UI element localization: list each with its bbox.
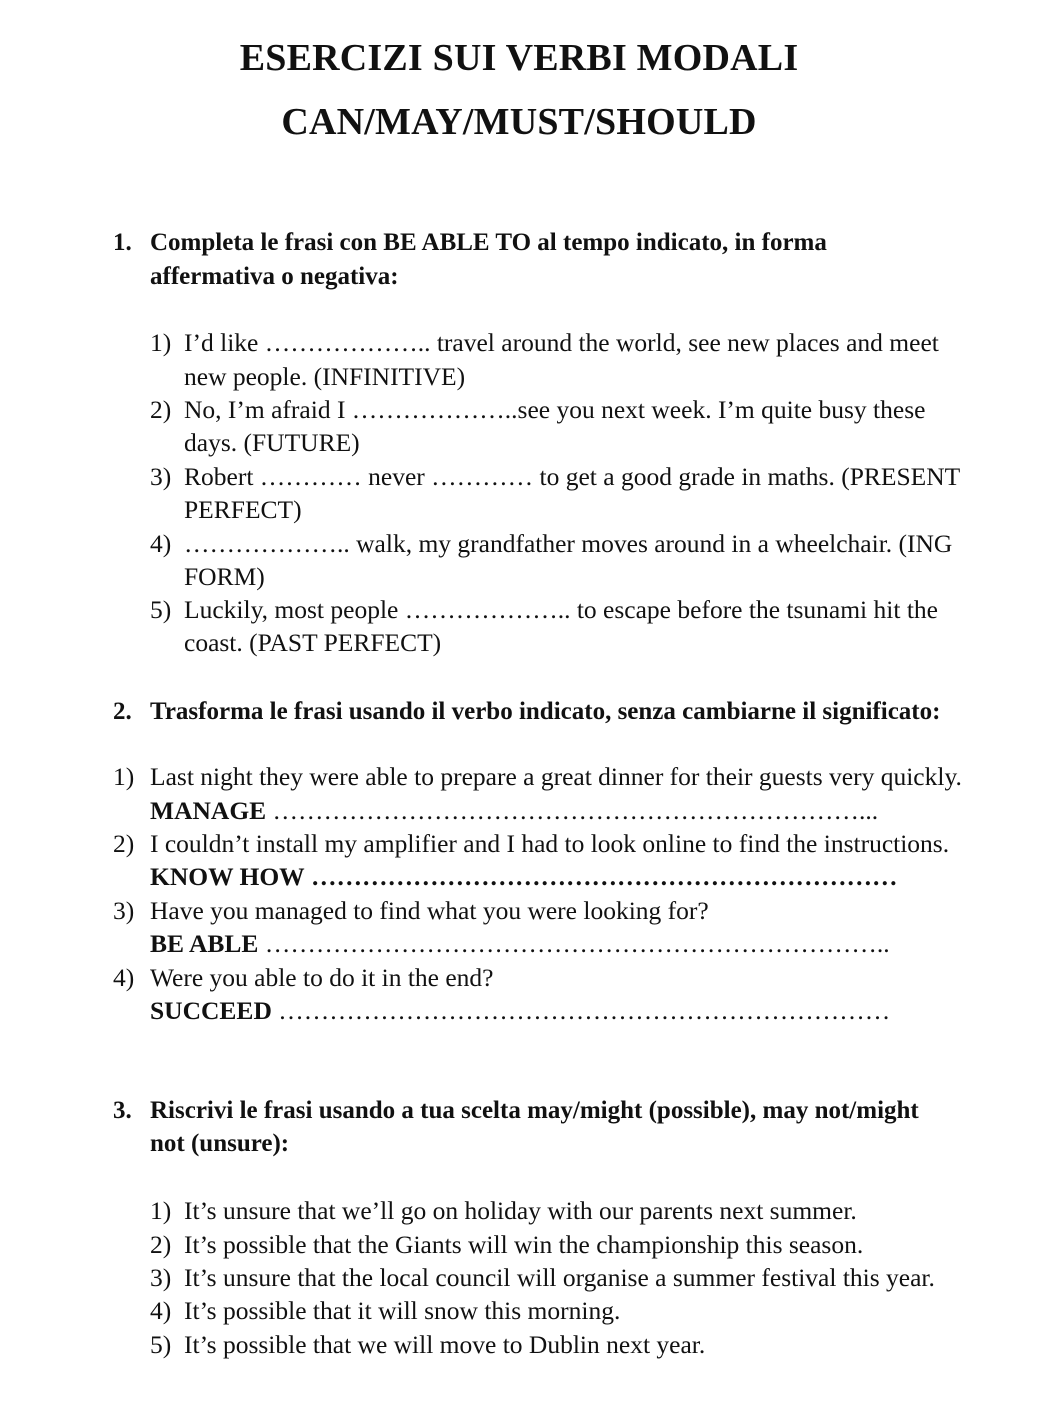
s1-item2-line1: No, I’m afraid I ………………..see you next week. I’m quite busy these: [184, 395, 926, 424]
s2-item3-keyword: BE ABLE: [150, 929, 259, 958]
s2-item1-dots: ……………………………………………………………...: [272, 796, 879, 825]
page-subtitle: CAN/MAY/MUST/SHOULD: [281, 101, 757, 143]
s3-item3-text: It’s unsure that the local council will organise a summer festival this year.: [184, 1263, 935, 1292]
s2-item2-keyword: KNOW HOW: [150, 862, 305, 891]
s2-item4-keyword: SUCCEED: [150, 996, 272, 1025]
s1-item3-line1: Robert ………… never ………… to get a good grade in maths. (PRESENT: [184, 462, 961, 491]
s1-item5-line1: Luckily, most people ……………….. to escape before the tsunami hit the: [184, 595, 938, 624]
s2-item4-dots: ………………………………………………………………: [278, 996, 891, 1025]
s1-item2-num: 2): [150, 395, 172, 424]
s3-item5-num: 5): [150, 1330, 172, 1359]
s2-item2-answer: [150, 862, 898, 892]
s2-item1-keyword: MANAGE: [150, 796, 267, 825]
s3-item4-num: 4): [150, 1296, 172, 1325]
s2-item1-num: 1): [113, 762, 135, 791]
s2-item3-dots: ………………………………………………………………..: [264, 929, 890, 958]
section2-heading: Trasforma le frasi usando il verbo indicato, senza cambiarne il significato:: [150, 698, 941, 725]
section2-number: 2.: [113, 698, 132, 725]
s1-item3-num: 3): [150, 462, 172, 491]
s3-item2-text: It’s possible that the Giants will win the championship this season.: [184, 1230, 864, 1259]
s1-item1-line1: I’d like ……………….. travel around the world, see new places and meet: [184, 328, 939, 357]
s2-item3-answer: [150, 929, 890, 959]
section1-number: 1.: [113, 229, 132, 256]
s3-item4-text: It’s possible that it will snow this morning.: [184, 1296, 621, 1325]
page-title: ESERCIZI SUI VERBI MODALI: [239, 37, 799, 79]
s2-item4-sentence: Were you able to do it in the end?: [150, 963, 494, 992]
s2-item3-sentence: Have you managed to find what you were looking for?: [150, 896, 709, 925]
section3-heading-line2: not (unsure):: [150, 1130, 290, 1157]
s2-item2-sentence: I couldn’t install my amplifier and I had to look online to find the instructions.: [150, 829, 950, 858]
s3-item1-text: It’s unsure that we’ll go on holiday with our parents next summer.: [184, 1196, 857, 1225]
s2-item4-answer: [150, 996, 890, 1026]
s3-item2-num: 2): [150, 1230, 172, 1259]
s1-item4-line1: ……………….. walk, my grandfather moves around in a wheelchair. (ING: [184, 529, 953, 558]
s2-item2-num: 2): [113, 829, 135, 858]
s3-item1-num: 1): [150, 1196, 172, 1225]
s1-item3-line2: PERFECT): [184, 495, 302, 524]
s1-item4-num: 4): [150, 529, 172, 558]
s2-item1-answer: [150, 796, 878, 826]
s2-item1-sentence: Last night they were able to prepare a great dinner for their guests very quickly.: [150, 762, 962, 791]
s2-item3-num: 3): [113, 896, 135, 925]
s3-item5-text: It’s possible that we will move to Dublin next year.: [184, 1330, 706, 1359]
s1-item5-line2: coast. (PAST PERFECT): [184, 628, 442, 657]
s2-item2-dots: ……………………………………………………………: [311, 862, 898, 891]
section1-heading-line2: affermativa o negativa:: [150, 263, 399, 290]
section3-number: 3.: [113, 1097, 132, 1124]
s1-item2-line2: days. (FUTURE): [184, 428, 360, 457]
section3-heading-line1: Riscrivi le frasi usando a tua scelta may/might (possible), may not/might: [150, 1097, 919, 1124]
s1-item1-num: 1): [150, 328, 172, 357]
s1-item1-line2: new people. (INFINITIVE): [184, 362, 466, 391]
s1-item4-line2: FORM): [184, 562, 265, 591]
section1-heading-line1: Completa le frasi con BE ABLE TO al tempo indicato, in forma: [150, 229, 827, 256]
s3-item3-num: 3): [150, 1263, 172, 1292]
s2-item4-num: 4): [113, 963, 135, 992]
s1-item5-num: 5): [150, 595, 172, 624]
